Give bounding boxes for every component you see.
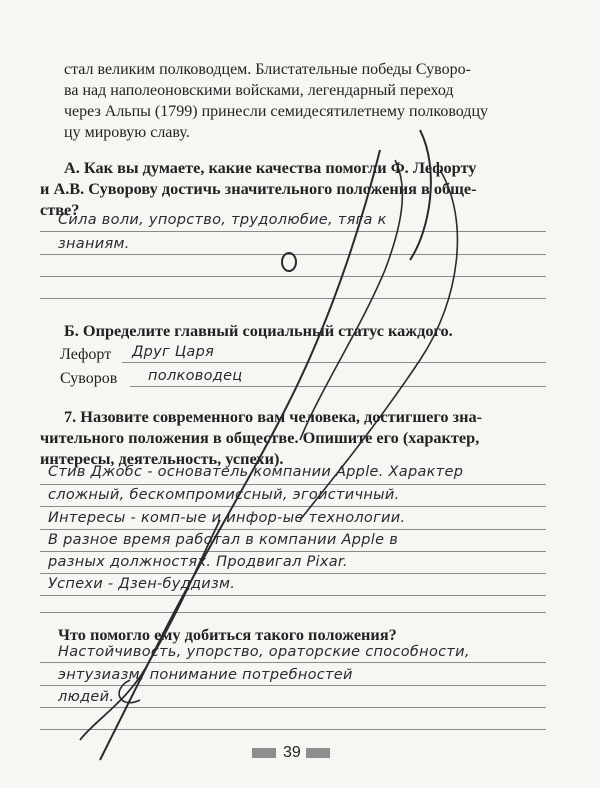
page-footer: [0, 742, 600, 764]
handwritten-answer-last-3: людей.: [58, 689, 115, 705]
question-7-line-2: чительного положения в обществе. Опишите его (характер,: [40, 428, 480, 447]
footer-bar-left: [252, 748, 276, 758]
answer-line[interactable]: [40, 254, 546, 255]
answer-line[interactable]: [40, 595, 546, 596]
lefort-answer-line[interactable]: [122, 362, 546, 363]
suvorov-label: Суворов: [60, 370, 118, 387]
answer-line[interactable]: [40, 551, 546, 552]
lefort-answer: Друг Царя: [132, 344, 215, 360]
answer-line[interactable]: [40, 685, 546, 686]
lefort-label: Лефорт: [60, 346, 112, 363]
answer-line[interactable]: [40, 231, 546, 232]
answer-line[interactable]: [40, 707, 546, 708]
handwritten-answer-7-4: В разное время работал в компании Apple в: [48, 532, 399, 548]
handwritten-answer-a-1: Сила воли, упорство, трудолюбие, тяга к: [58, 212, 387, 228]
answer-line[interactable]: [40, 276, 546, 277]
question-7-line-3: интересы, деятельность, успехи).: [40, 449, 284, 468]
question-7-line-1: 7. Назовите современного вам человека, достигшего зна-: [64, 407, 483, 426]
page-number: 39: [283, 744, 301, 761]
answer-line[interactable]: [40, 612, 546, 613]
footer-bar-right: [306, 748, 330, 758]
handwritten-answer-7-6: Успехи - Дзен-буддизм.: [48, 576, 236, 592]
handwritten-answer-a-2: знаниям.: [58, 236, 130, 252]
question-a-line-1: А. Как вы думаете, какие качества помогли Ф. Лефорту: [64, 158, 477, 177]
handwritten-answer-last-1: Настойчивость, упорство, ораторские способности,: [58, 644, 470, 660]
answer-line[interactable]: [40, 662, 546, 663]
handwritten-answer-7-1: Стив Джобс - основатель компании Apple. Характер: [48, 464, 464, 480]
intro-line-3: через Альпы (1799) принесли семидесятилетнему полководцу: [64, 103, 488, 120]
question-a-line-3: стве?: [40, 200, 80, 219]
answer-line[interactable]: [40, 529, 546, 530]
answer-line[interactable]: [40, 573, 546, 574]
question-last: Что помогло ему добиться такого положения?: [58, 625, 397, 644]
handwritten-answer-7-2: сложный, бескомпромиссный, эгоистичный.: [48, 487, 400, 503]
suvorov-answer: полководец: [148, 368, 243, 384]
intro-line-4: цу мировую славу.: [64, 124, 190, 141]
intro-line-1: стал великим полководцем. Блистательные победы Суворо-: [64, 61, 471, 78]
answer-line[interactable]: [40, 506, 546, 507]
question-a-line-2: и А.В. Суворову достичь значительного положения в обще-: [40, 179, 477, 198]
handwritten-answer-last-2: энтузиазм, понимание потребностей: [58, 667, 353, 683]
intro-line-2: ва над наполеоновскими войсками, легендарный переход: [64, 82, 454, 99]
suvorov-answer-line[interactable]: [130, 386, 546, 387]
question-b: Б. Определите главный социальный статус каждого.: [64, 321, 453, 340]
answer-line[interactable]: [40, 729, 546, 730]
answer-line[interactable]: [40, 484, 546, 485]
handwritten-answer-7-3: Интересы - комп-ые и инфор-ые технологии.: [48, 510, 406, 526]
handwritten-answer-7-5: разных должностях. Продвигал Pixar.: [48, 554, 348, 570]
answer-line[interactable]: [40, 298, 546, 299]
